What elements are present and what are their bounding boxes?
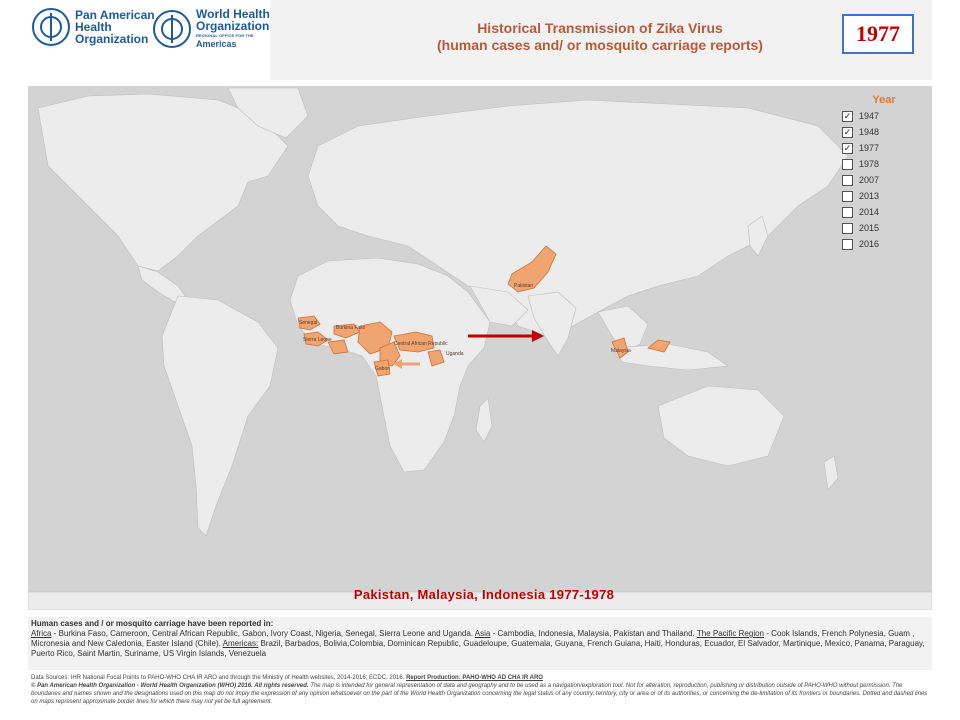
legend-item-2014[interactable] — [842, 204, 926, 220]
checkbox-2013[interactable] — [842, 191, 853, 202]
map-label: Central African Republic — [394, 341, 448, 347]
map-label: Gabon — [375, 366, 391, 372]
sources-line: Data Sources: IHR National Focal Points to PAHO-WHO CHA IR ARO and through the Ministry of Health websites, 2014-2016; ECDC, 2016. — [31, 675, 407, 681]
map-label: Malaysia — [611, 348, 631, 354]
paho-logo-line: Pan American — [75, 8, 155, 22]
legend-item-label: 2014 — [859, 207, 880, 217]
paho-logo-text — [75, 9, 155, 45]
region-africa-label: Africa — [31, 629, 52, 638]
title-line-1: Historical Transmission of Zika Virus — [477, 20, 723, 36]
who-logo-text — [196, 8, 270, 50]
region-pacific-text: - Cook Islands, French Polynesia, Guam , Micronesia and New Caledonia, Easter Island (Chile). — [31, 629, 915, 648]
report-heading: Human cases and / or mosquito carriage have been reported in: — [31, 619, 274, 628]
legend-title: Year — [872, 94, 896, 106]
logo-area — [0, 0, 270, 80]
who-logo-region: Americas — [196, 39, 237, 49]
report-production-link[interactable]: Report Production: PAHO-WHO AD CHA IR ARO — [406, 675, 543, 681]
year-badge: 1977 — [842, 14, 914, 54]
map-canvas — [28, 86, 932, 610]
region-asia-label: Asia — [474, 629, 491, 638]
checkbox-2007[interactable] — [842, 175, 853, 186]
legend-item-label: 2015 — [859, 223, 880, 233]
legend-item-label: 2007 — [859, 175, 880, 185]
legend-item-1948[interactable] — [842, 124, 926, 140]
checkbox-1947[interactable]: ✓ — [843, 110, 852, 121]
legend-item-label: 1947 — [859, 111, 880, 121]
legend-item-label: 2016 — [859, 239, 880, 249]
legend-item-label: 1978 — [859, 159, 880, 169]
region-asia-text: - Cambodia, Indonesia, Malaysia, Pakistan and Thailand. — [490, 629, 697, 638]
who-emblem-icon — [153, 10, 191, 48]
legend-item-2015[interactable] — [842, 220, 926, 236]
world-map[interactable] — [28, 86, 932, 610]
year-legend — [842, 94, 926, 252]
checkbox-1977[interactable]: ✓ — [843, 142, 852, 153]
legend-item-1977[interactable] — [842, 140, 926, 156]
legend-item-2013[interactable] — [842, 188, 926, 204]
legend-item-1978[interactable] — [842, 156, 926, 172]
who-logo-line: Organization — [196, 19, 270, 33]
region-americas-label: Americas: — [222, 639, 259, 648]
legend-item-1947[interactable] — [842, 108, 926, 124]
checkbox-1948[interactable]: ✓ — [843, 126, 852, 137]
checkbox-2014[interactable] — [842, 207, 853, 218]
copyright-text: © Pan American Health Organization - World Health Organization (WHO) 2016. All rights reserved. — [31, 683, 309, 689]
header-bar — [0, 0, 932, 80]
legend-item-label: 1948 — [859, 127, 880, 137]
map-label: Uganda — [446, 351, 464, 357]
legend-item-label: 2013 — [859, 191, 880, 201]
legend-item-2016[interactable] — [842, 236, 926, 252]
report-panel — [28, 617, 932, 670]
map-label: Pakistan — [514, 283, 534, 289]
paho-logo — [32, 8, 155, 46]
region-africa-text: - Burkina Faso, Cameroon, Central African Republic, Gabon, Ivory Coast, Nigeria, Senegal, Sierra Leone and Uganda. — [51, 629, 475, 638]
region-americas-text: Brazil, Barbados, Bolivia,Colombia, Dominican Republic, Guadeloupe, Guatemala, Guyana, French Guiana, Haiti, Honduras, Ecuador, El Salvador, Martinique, Mexico, Panama, Paraguay, Puerto Rico, Saint Martin, Suriname, US Virgin Islands, Venezuela — [31, 639, 925, 658]
checkbox-2015[interactable] — [842, 223, 853, 234]
paho-logo-line: Health — [75, 20, 112, 34]
region-pacific-label: The Pacific Region — [696, 629, 765, 638]
map-label: Burkina Faso — [336, 325, 366, 331]
legend-item-2007[interactable] — [842, 172, 926, 188]
page-title — [410, 20, 790, 54]
paho-logo-line: Organization — [75, 32, 149, 46]
legend-item-label: 1977 — [859, 143, 880, 153]
checkbox-1978[interactable] — [842, 159, 853, 170]
who-logo — [153, 8, 270, 50]
title-line-2: (human cases and/ or mosquito carriage reports) — [437, 37, 763, 53]
map-label: Sierra Leone — [303, 337, 332, 343]
sources-footer — [28, 674, 932, 718]
disclaimer-text: The map is intended for general representation of data and geography and to be used as a navigation/exploration tool. Not for alteration, reproduction, publishing or distribution outside of PAHO-WHO without permission. The boundaries and names shown and the designations used on this map do not imply the expression of any opinion whatsoever on the part of the World Health Organization concerning the legal status of any country, territory, city or area or of its authorities, or concerning the de-limitation of its frontiers or boundaries. Dotted and dashed lines on maps represent approximate border lines for which there may not yet be full agreement. — [31, 683, 928, 705]
checkbox-2016[interactable] — [842, 239, 853, 250]
map-label: Senegal — [299, 320, 318, 326]
who-logo-subline: REGIONAL OFFICE FOR THE — [196, 33, 254, 38]
map-caption: Pakistan, Malaysia, Indonesia 1977-1978 — [353, 587, 615, 602]
who-logo-line: World Health — [196, 7, 270, 21]
paho-emblem-icon — [32, 8, 70, 46]
